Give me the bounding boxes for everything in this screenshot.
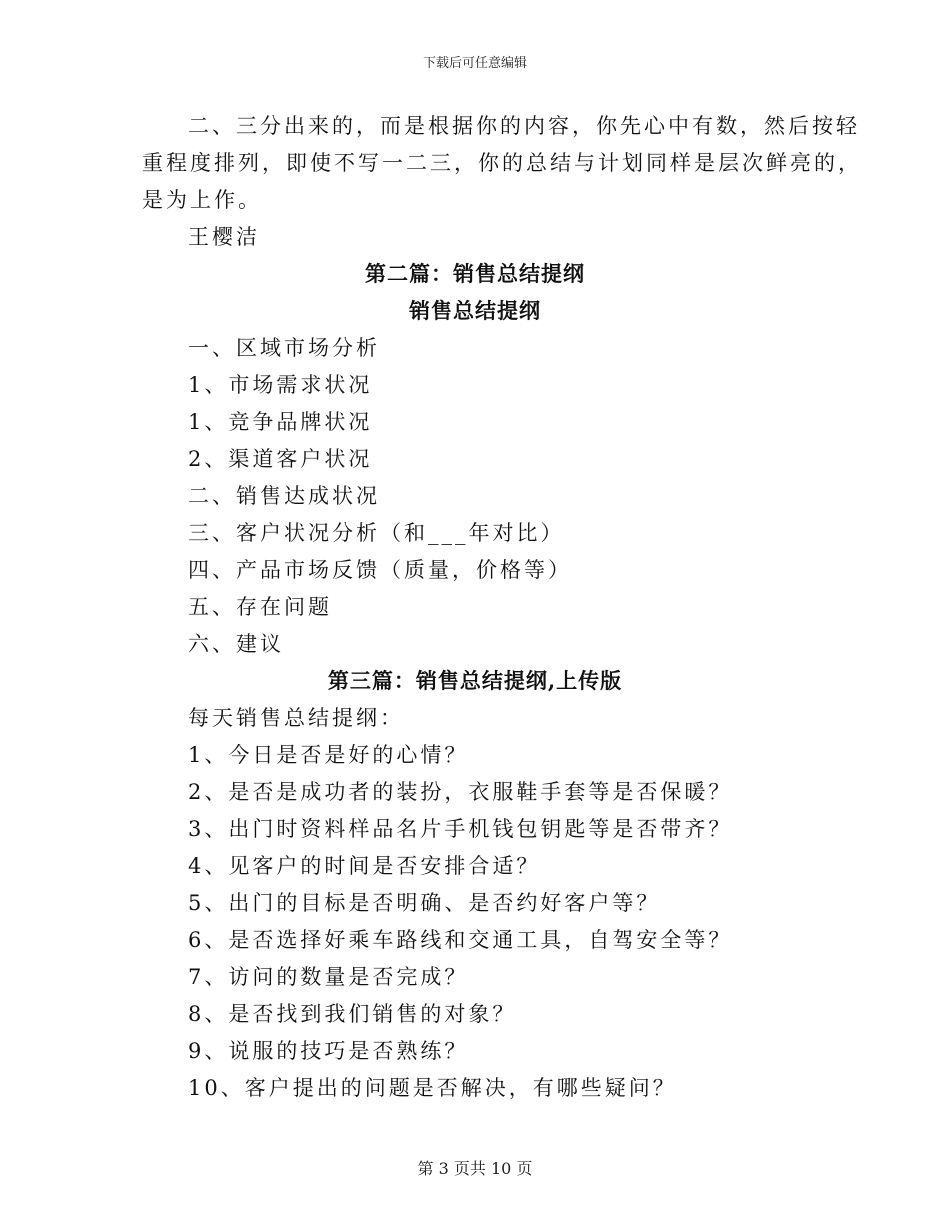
section2-item: 一、区域市场分析 bbox=[188, 336, 380, 360]
section3-intro: 每天销售总结提纲： bbox=[188, 706, 404, 730]
section3-item: 6、是否选择好乘车路线和交通工具，自驾安全等？ bbox=[188, 928, 733, 952]
section3-item: 9、说服的技巧是否熟练？ bbox=[188, 1039, 469, 1063]
page-header: 下载后可任意编辑 bbox=[422, 56, 527, 71]
section3-item: 3、出门时资料样品名片手机钱包钥匙等是否带齐？ bbox=[188, 817, 733, 841]
section3-item: 7、访问的数量是否完成？ bbox=[188, 965, 469, 989]
intro-line-3: 是为上作。 bbox=[142, 188, 262, 212]
section2-item: 2、渠道客户状况 bbox=[188, 447, 373, 471]
page-footer: 第 3 页共 10 页 bbox=[417, 1159, 533, 1178]
section3-item: 2、是否是成功者的装扮，衣服鞋手套等是否保暖？ bbox=[188, 780, 733, 804]
section3-title: 第三篇：销售总结提纲,上传版 bbox=[327, 668, 623, 693]
section2-item: 1、竞争品牌状况 bbox=[188, 410, 373, 434]
section3-item: 5、出门的目标是否明确、是否约好客户等？ bbox=[188, 891, 661, 915]
section2-item: 1、市场需求状况 bbox=[188, 373, 373, 397]
intro-author: 王樱洁 bbox=[188, 225, 260, 249]
section2-item: 三、客户状况分析（和___年对比） bbox=[188, 521, 565, 545]
section2-item: 五、存在问题 bbox=[188, 595, 332, 619]
intro-line-1: 二、三分出来的，而是根据你的内容，你先心中有数，然后按轻 bbox=[188, 114, 860, 138]
section3-item: 10、客户提出的问题是否解决，有哪些疑问？ bbox=[188, 1076, 677, 1100]
section2-subtitle: 销售总结提纲 bbox=[409, 298, 541, 323]
section2-title: 第二篇：销售总结提纲 bbox=[365, 261, 585, 286]
section3-item: 4、见客户的时间是否安排合适？ bbox=[188, 854, 541, 878]
section2-item: 二、销售达成状况 bbox=[188, 484, 380, 508]
section2-item: 四、产品市场反馈（质量，价格等） bbox=[188, 558, 572, 582]
section3-item: 1、今日是否是好的心情？ bbox=[188, 743, 469, 767]
intro-line-2: 重程度排列，即使不写一二三，你的总结与计划同样是层次鲜亮的， bbox=[142, 151, 862, 175]
section2-item: 六、建议 bbox=[188, 632, 284, 656]
section3-item: 8、是否找到我们销售的对象？ bbox=[188, 1002, 517, 1026]
